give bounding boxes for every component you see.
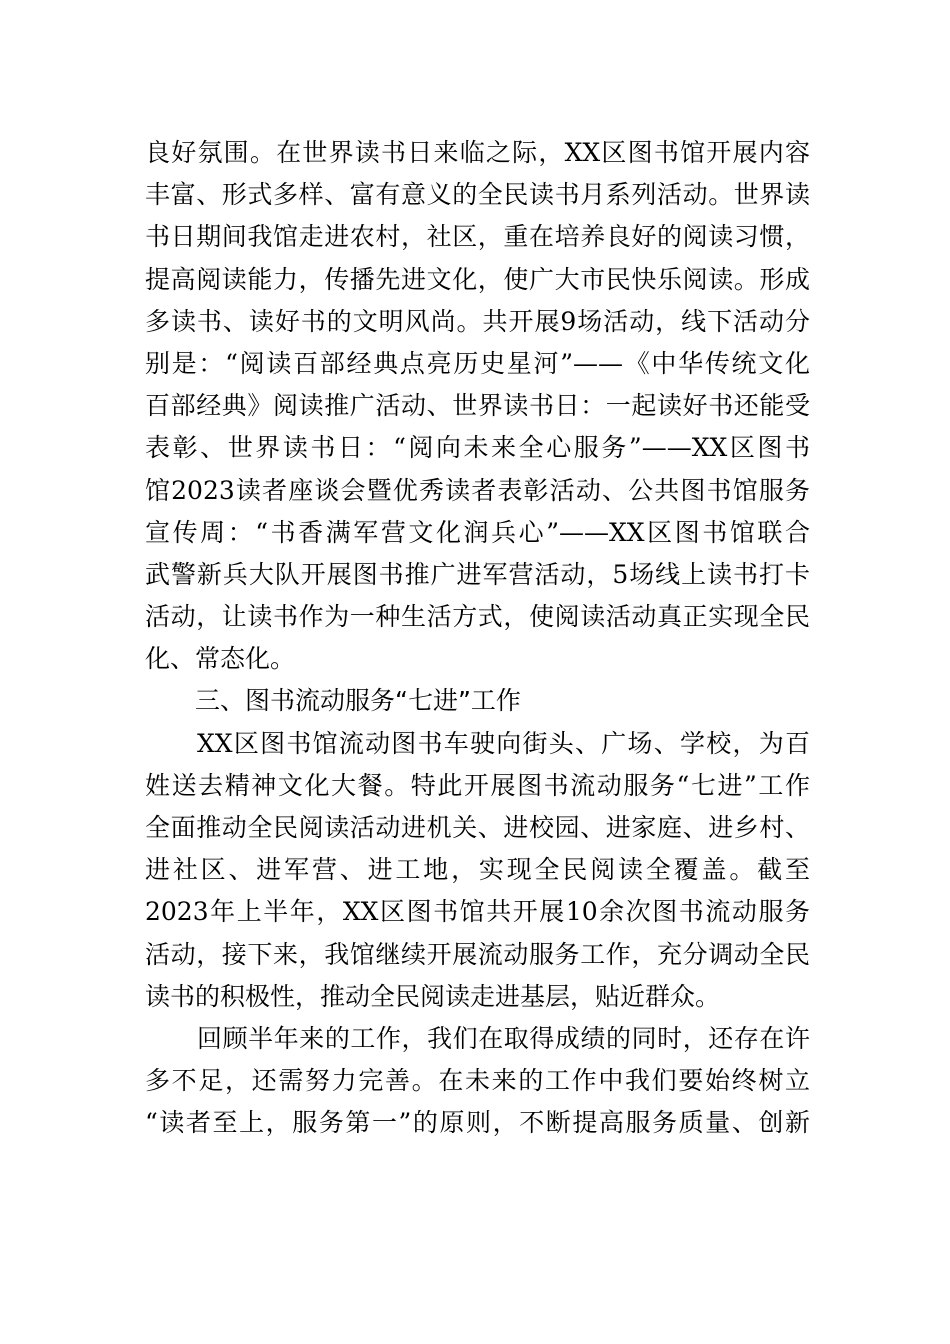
- paragraph-1-line-13: 化、常态化。: [145, 644, 296, 674]
- paragraph-1-line-6: 别是：“阅读百部经典点亮历史星河”——《中华传统文化: [145, 348, 810, 378]
- paragraph-3-line-2: 多不足，还需努力完善。在未来的工作中我们要始终树立: [145, 1066, 810, 1096]
- paragraph-1-line-3: 书日期间我馆走进农村，社区，重在培养良好的阅读习惯，: [145, 222, 810, 252]
- paragraph-1-line-12: 活动，让读书作为一种生活方式，使阅读活动真正实现全民: [145, 602, 810, 632]
- paragraph-1-line-11: 武警新兵大队开展图书推广进军营活动，5场线上读书打卡: [145, 559, 810, 589]
- paragraph-1-line-10: 宣传周：“书香满军营文化润兵心”——XX区图书馆联合: [145, 517, 810, 547]
- paragraph-2-line-5: 2023年上半年，XX区图书馆共开展10余次图书流动服务: [145, 897, 810, 927]
- paragraph-1-line-2: 丰富、形式多样、富有意义的全民读书月系列活动。世界读: [145, 180, 810, 210]
- paragraph-1-line-5: 多读书、读好书的文明风尚。共开展9场活动，线下活动分: [145, 306, 810, 336]
- section-heading-3: 三、图书流动服务“七进”工作: [195, 686, 521, 716]
- paragraph-2-line-2: 姓送去精神文化大餐。特此开展图书流动服务“七进”工作: [145, 770, 810, 800]
- paragraph-3-line-1: 回顾半年来的工作，我们在取得成绩的同时，还存在许: [197, 1023, 810, 1053]
- paragraph-1-line-8: 表彰、世界读书日：“阅向未来全心服务”——XX区图书: [145, 433, 810, 463]
- paragraph-1-line-7: 百部经典》阅读推广活动、世界读书日：一起读好书还能受: [145, 391, 810, 421]
- document-body: [145, 132, 810, 1145]
- paragraph-2-line-3: 全面推动全民阅读活动进机关、进校园、进家庭、进乡村、: [145, 813, 810, 842]
- paragraph-2-line-7: 读书的积极性，推动全民阅读走进基层，贴近群众。: [145, 981, 721, 1011]
- paragraph-1-line-1: 良好氛围。在世界读书日来临之际，XX区图书馆开展内容: [145, 138, 810, 167]
- paragraph-2-line-6: 活动，接下来，我馆继续开展流动服务工作，充分调动全民: [145, 939, 810, 969]
- paragraph-2-line-4: 进社区、进军营、进工地，实现全民阅读全覆盖。截至: [145, 855, 810, 885]
- paragraph-3-line-3: “读者至上，服务第一”的原则，不断提高服务质量、创新: [145, 1108, 810, 1138]
- paragraph-2-line-1: XX区图书馆流动图书车驶向街头、广场、学校，为百: [197, 728, 810, 758]
- paragraph-1-line-4: 提高阅读能力，传播先进文化，使广大市民快乐阅读。形成: [145, 264, 810, 294]
- paragraph-1-line-9: 馆2023读者座谈会暨优秀读者表彰活动、公共图书馆服务: [145, 475, 810, 505]
